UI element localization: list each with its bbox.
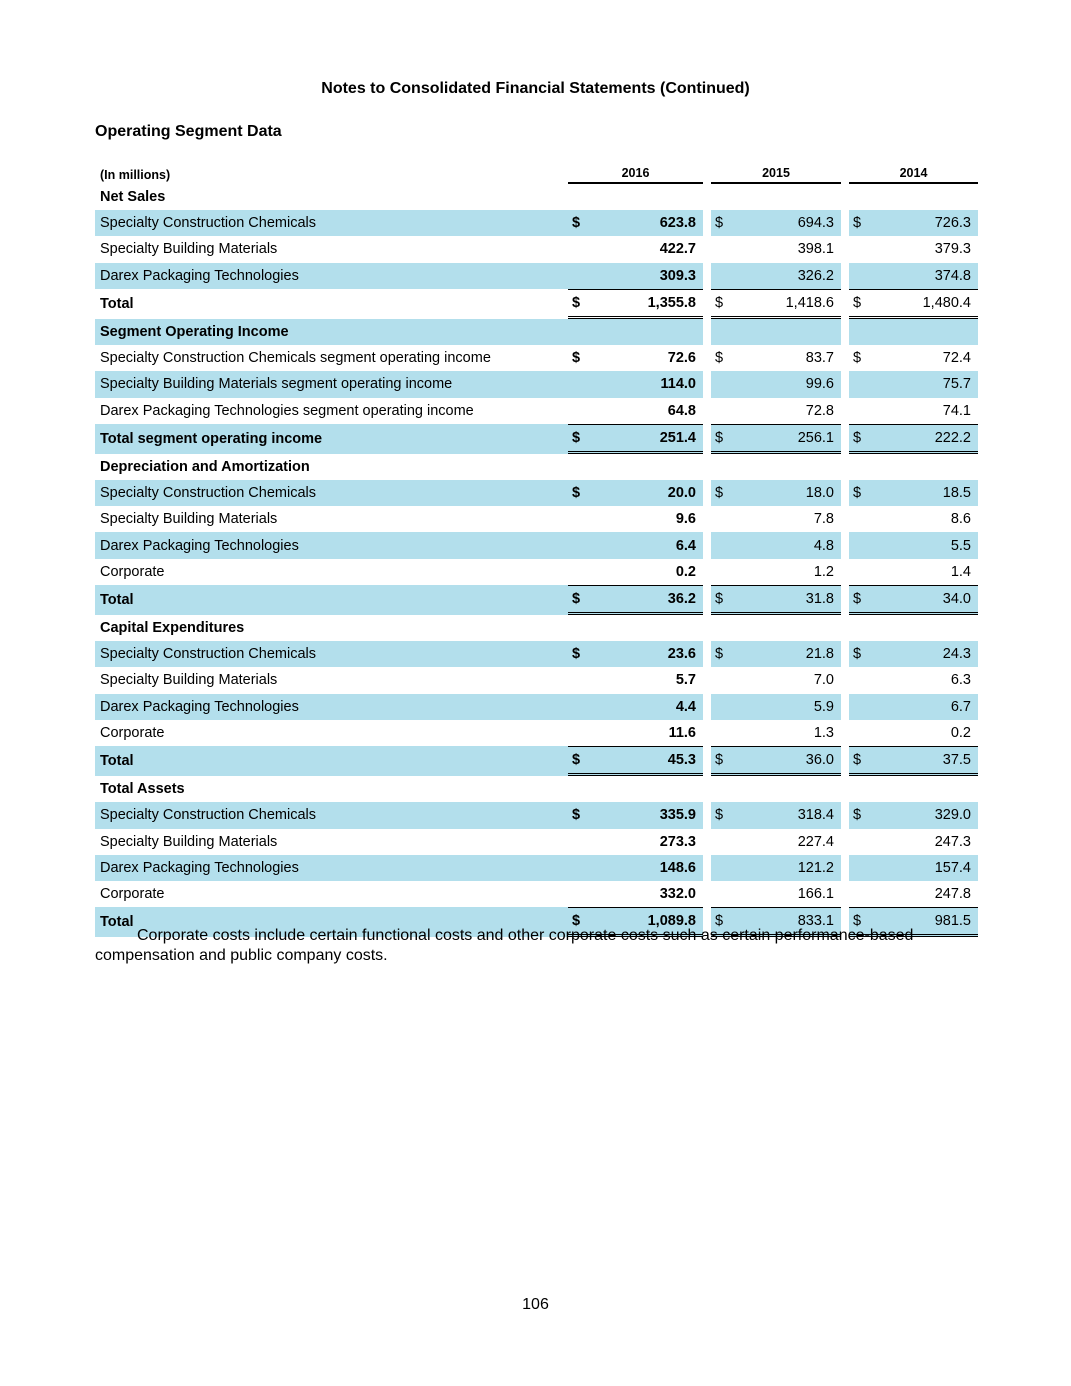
row-label: Darex Packaging Technologies (95, 532, 568, 558)
currency-symbol (711, 506, 741, 532)
column-gap (703, 532, 711, 558)
currency-symbol (568, 236, 598, 262)
currency-symbol: $ (849, 289, 879, 319)
value-cell-2014: 981.5 (879, 907, 978, 937)
currency-symbol (849, 184, 879, 210)
value-cell-2014: 18.5 (879, 480, 978, 506)
value-cell-2015 (741, 454, 841, 480)
currency-symbol (568, 615, 598, 641)
value-cell-2014: 37.5 (879, 746, 978, 776)
value-cell-2015 (741, 319, 841, 345)
currency-symbol (711, 371, 741, 397)
value-cell-2015 (741, 615, 841, 641)
column-gap (841, 641, 849, 667)
currency-symbol (711, 236, 741, 262)
row-label: Specialty Building Materials (100, 241, 278, 258)
column-gap (841, 802, 849, 828)
table-row (95, 371, 978, 397)
value-cell-2014: 1.4 (950, 563, 971, 580)
currency-symbol (711, 720, 741, 746)
value-cell-2014: 247.8 (934, 885, 971, 902)
column-gap (703, 746, 711, 776)
currency-symbol: $ (853, 350, 862, 367)
value-cell-2015: 227.4 (797, 833, 834, 850)
currency-symbol: $ (568, 802, 598, 828)
currency-symbol (711, 398, 741, 424)
currency-symbol (568, 720, 598, 746)
value-cell-2014: 1,480.4 (879, 289, 978, 319)
currency-symbol (568, 855, 598, 881)
currency-symbol: $ (849, 907, 879, 937)
value-cell-2015: 121.2 (741, 855, 841, 881)
column-gap (703, 559, 711, 585)
row-label: Specialty Construction Chemicals segment operating income (100, 350, 491, 367)
value-cell-2015: 833.1 (741, 907, 841, 937)
value-cell-2014: 222.2 (879, 424, 978, 454)
value-cell-2015: 83.7 (805, 350, 834, 367)
currency-symbol (849, 694, 879, 720)
table-row (95, 641, 978, 667)
value-cell-2014: 329.0 (879, 802, 978, 828)
row-label: Total (95, 585, 568, 615)
value-cell-2016: 422.7 (659, 241, 696, 258)
row-label: Darex Packaging Technologies (95, 855, 568, 881)
currency-symbol (849, 371, 879, 397)
value-cell-2015: 1.2 (813, 563, 834, 580)
value-cell-2014: 6.3 (950, 672, 971, 689)
row-label: Darex Packaging Technologies (95, 263, 568, 289)
value-cell-2016: 623.8 (598, 210, 703, 236)
year-header-2014: 2014 (849, 154, 978, 184)
table-row (95, 720, 978, 746)
row-label: Darex Packaging Technologies (95, 694, 568, 720)
value-cell-2014: 72.4 (942, 350, 971, 367)
category-row (95, 615, 978, 641)
currency-symbol (711, 559, 741, 585)
value-cell-2016: 64.8 (667, 402, 696, 419)
value-cell-2016: 309.3 (598, 263, 703, 289)
value-cell-2016: 0.2 (675, 563, 696, 580)
value-cell-2016: 20.0 (598, 480, 703, 506)
units-label: (In millions) (100, 168, 171, 182)
currency-symbol (849, 454, 879, 480)
currency-symbol (711, 615, 741, 641)
column-gap (841, 236, 849, 262)
header-gap (841, 154, 849, 184)
value-cell-2014 (879, 615, 978, 641)
column-gap (841, 881, 849, 907)
table-row (95, 506, 978, 532)
currency-symbol (711, 263, 741, 289)
currency-symbol: $ (711, 210, 741, 236)
value-cell-2014: 374.8 (879, 263, 978, 289)
category-label: Segment Operating Income (95, 319, 568, 345)
row-label: Corporate (100, 724, 165, 741)
currency-symbol (849, 667, 879, 693)
currency-symbol (568, 829, 598, 855)
column-gap (841, 855, 849, 881)
column-gap (703, 236, 711, 262)
currency-symbol (568, 319, 598, 345)
value-cell-2016 (598, 454, 703, 480)
column-gap (841, 559, 849, 585)
column-gap (703, 345, 711, 371)
column-gap (841, 345, 849, 371)
column-gap (703, 667, 711, 693)
table-row (95, 667, 978, 693)
currency-symbol (849, 881, 879, 907)
column-gap (841, 480, 849, 506)
value-cell-2014: 24.3 (879, 641, 978, 667)
category-row (95, 319, 978, 345)
currency-symbol: $ (572, 350, 581, 367)
row-label: Total (100, 295, 134, 312)
column-gap (841, 263, 849, 289)
value-cell-2014: 75.7 (879, 371, 978, 397)
value-cell-2016: 72.6 (667, 350, 696, 367)
column-gap (841, 184, 849, 210)
currency-symbol: $ (849, 802, 879, 828)
column-gap (841, 398, 849, 424)
page-number: 106 (522, 1296, 549, 1313)
currency-symbol (711, 881, 741, 907)
page-title: Notes to Consolidated Financial Statements (Continued) (321, 80, 750, 97)
column-gap (703, 289, 711, 319)
currency-symbol (849, 776, 879, 802)
currency-symbol (849, 236, 879, 262)
footnote (95, 926, 955, 966)
currency-symbol: $ (711, 641, 741, 667)
year-header-2016: 2016 (568, 154, 703, 184)
currency-symbol: $ (849, 641, 879, 667)
column-gap (841, 667, 849, 693)
value-cell-2014: 379.3 (934, 241, 971, 258)
currency-symbol (568, 776, 598, 802)
currency-symbol: $ (715, 350, 724, 367)
category-row (95, 454, 978, 480)
currency-symbol (849, 559, 879, 585)
currency-symbol (711, 184, 741, 210)
currency-symbol (711, 532, 741, 558)
column-gap (841, 829, 849, 855)
value-cell-2016: 23.6 (598, 641, 703, 667)
column-gap (841, 532, 849, 558)
currency-symbol (849, 263, 879, 289)
value-cell-2015: 7.0 (813, 672, 834, 689)
currency-symbol (568, 559, 598, 585)
currency-symbol: $ (711, 480, 741, 506)
currency-symbol (568, 398, 598, 424)
currency-symbol (568, 694, 598, 720)
currency-symbol: $ (568, 480, 598, 506)
value-cell-2016: 45.3 (598, 746, 703, 776)
category-label: Depreciation and Amortization (100, 458, 310, 475)
currency-symbol (711, 667, 741, 693)
currency-symbol (568, 184, 598, 210)
value-cell-2015: 21.8 (741, 641, 841, 667)
column-gap (703, 585, 711, 615)
value-cell-2015: 18.0 (741, 480, 841, 506)
currency-symbol (568, 506, 598, 532)
value-cell-2014: 157.4 (879, 855, 978, 881)
value-cell-2014 (879, 454, 978, 480)
currency-symbol (849, 319, 879, 345)
column-gap (841, 454, 849, 480)
column-gap (703, 210, 711, 236)
currency-symbol: $ (849, 585, 879, 615)
currency-symbol: $ (568, 424, 598, 454)
footnote-text: Corporate costs include certain functional costs and other corporate costs such as certain performance-based compensation and public company costs. (95, 927, 914, 964)
currency-symbol (849, 398, 879, 424)
value-cell-2015: 5.9 (741, 694, 841, 720)
value-cell-2015: 4.8 (741, 532, 841, 558)
table-row (95, 263, 978, 289)
value-cell-2014: 247.3 (934, 833, 971, 850)
currency-symbol: $ (849, 746, 879, 776)
column-gap (841, 319, 849, 345)
value-cell-2014 (879, 319, 978, 345)
row-label: Total segment operating income (95, 424, 568, 454)
currency-symbol: $ (711, 585, 741, 615)
row-label: Specialty Construction Chemicals (95, 641, 568, 667)
value-cell-2016: 6.4 (598, 532, 703, 558)
table-row (95, 881, 978, 907)
value-cell-2016: 11.6 (668, 724, 696, 741)
column-gap (841, 210, 849, 236)
header-gap (703, 154, 711, 184)
value-cell-2014: 74.1 (942, 402, 971, 419)
column-gap (703, 480, 711, 506)
value-cell-2016: 335.9 (598, 802, 703, 828)
column-gap (703, 829, 711, 855)
value-cell-2015: 99.6 (741, 371, 841, 397)
value-cell-2016: 4.4 (598, 694, 703, 720)
currency-symbol: $ (568, 746, 598, 776)
value-cell-2015: 72.8 (805, 402, 834, 419)
column-gap (841, 424, 849, 454)
value-cell-2014: 34.0 (879, 585, 978, 615)
currency-symbol (711, 454, 741, 480)
currency-symbol (849, 615, 879, 641)
currency-symbol (568, 263, 598, 289)
value-cell-2016: 273.3 (659, 833, 696, 850)
currency-symbol: $ (568, 907, 598, 937)
section-heading: Operating Segment Data (95, 123, 282, 140)
currency-symbol (711, 855, 741, 881)
row-label: Total (95, 746, 568, 776)
table-row (95, 236, 978, 262)
row-label: Corporate (100, 563, 165, 580)
currency-symbol: $ (711, 424, 741, 454)
value-cell-2015: 318.4 (741, 802, 841, 828)
value-cell-2014 (879, 184, 978, 210)
currency-symbol: $ (568, 210, 598, 236)
column-gap (703, 881, 711, 907)
column-gap (703, 802, 711, 828)
value-cell-2014 (879, 776, 978, 802)
value-cell-2015: 7.8 (813, 511, 834, 528)
category-row (95, 776, 978, 802)
category-label: Net Sales (100, 189, 166, 206)
column-gap (703, 506, 711, 532)
value-cell-2016: 5.7 (675, 672, 696, 689)
currency-symbol (568, 532, 598, 558)
currency-symbol (849, 506, 879, 532)
value-cell-2014: 6.7 (879, 694, 978, 720)
currency-symbol (568, 454, 598, 480)
currency-symbol (711, 829, 741, 855)
currency-symbol: $ (568, 289, 598, 319)
value-cell-2015: 398.1 (797, 241, 834, 258)
currency-symbol (849, 829, 879, 855)
currency-symbol (711, 694, 741, 720)
value-cell-2015: 166.1 (797, 885, 834, 902)
table-row (95, 398, 978, 424)
column-gap (703, 263, 711, 289)
currency-symbol: $ (849, 210, 879, 236)
row-label: Darex Packaging Technologies segment operating income (100, 402, 474, 419)
column-gap (703, 454, 711, 480)
row-label: Specialty Construction Chemicals (95, 802, 568, 828)
currency-symbol: $ (849, 424, 879, 454)
currency-symbol: $ (849, 480, 879, 506)
value-cell-2015 (741, 184, 841, 210)
column-gap (703, 720, 711, 746)
column-gap (703, 184, 711, 210)
value-cell-2015: 1.3 (813, 724, 834, 741)
value-cell-2016: 148.6 (598, 855, 703, 881)
total-row (95, 585, 978, 615)
value-cell-2015: 36.0 (741, 746, 841, 776)
value-cell-2015 (741, 776, 841, 802)
column-gap (703, 641, 711, 667)
table-row (95, 855, 978, 881)
value-cell-2016: 9.6 (675, 511, 696, 528)
category-label: Total Assets (100, 781, 185, 798)
row-label: Specialty Construction Chemicals (95, 210, 568, 236)
value-cell-2015: 694.3 (741, 210, 841, 236)
table-row (95, 802, 978, 828)
value-cell-2016: 251.4 (598, 424, 703, 454)
table-row (95, 694, 978, 720)
currency-symbol: $ (711, 289, 741, 319)
value-cell-2014: 5.5 (879, 532, 978, 558)
table-header-row (95, 154, 978, 184)
currency-symbol (568, 371, 598, 397)
row-label: Specialty Building Materials (100, 833, 278, 850)
value-cell-2016 (598, 319, 703, 345)
column-gap (703, 424, 711, 454)
column-gap (841, 506, 849, 532)
year-header-2015: 2015 (711, 154, 841, 184)
value-cell-2016 (598, 615, 703, 641)
value-cell-2016: 332.0 (659, 885, 696, 902)
currency-symbol (568, 667, 598, 693)
row-label: Specialty Building Materials segment operating income (95, 371, 568, 397)
value-cell-2015: 1,418.6 (741, 289, 841, 319)
column-gap (841, 371, 849, 397)
table-row (95, 480, 978, 506)
column-gap (703, 855, 711, 881)
column-gap (841, 746, 849, 776)
row-label: Specialty Construction Chemicals (95, 480, 568, 506)
currency-symbol (568, 881, 598, 907)
row-label: Specialty Building Materials (100, 511, 278, 528)
column-gap (841, 694, 849, 720)
category-row (95, 184, 978, 210)
currency-symbol: $ (711, 746, 741, 776)
table-row (95, 532, 978, 558)
column-gap (703, 398, 711, 424)
column-gap (703, 319, 711, 345)
column-gap (841, 615, 849, 641)
value-cell-2015: 326.2 (741, 263, 841, 289)
total-row (95, 289, 978, 319)
value-cell-2016: 36.2 (598, 585, 703, 615)
value-cell-2014: 0.2 (950, 724, 971, 741)
column-gap (841, 776, 849, 802)
currency-symbol (711, 776, 741, 802)
currency-symbol (849, 720, 879, 746)
column-gap (703, 371, 711, 397)
value-cell-2014: 726.3 (879, 210, 978, 236)
currency-symbol: $ (711, 802, 741, 828)
column-gap (703, 694, 711, 720)
currency-symbol: $ (568, 585, 598, 615)
table-row (95, 210, 978, 236)
currency-symbol: $ (711, 907, 741, 937)
value-cell-2014: 8.6 (950, 511, 971, 528)
value-cell-2016: 1,089.8 (598, 907, 703, 937)
currency-symbol (849, 855, 879, 881)
operating-segment-table (95, 154, 978, 937)
table-row (95, 829, 978, 855)
table-row (95, 559, 978, 585)
total-row (95, 424, 978, 454)
column-gap (703, 615, 711, 641)
currency-symbol (849, 532, 879, 558)
total-row (95, 746, 978, 776)
column-gap (841, 585, 849, 615)
row-label: Total (95, 907, 568, 937)
value-cell-2016: 1,355.8 (598, 289, 703, 319)
value-cell-2016 (598, 184, 703, 210)
value-cell-2015: 31.8 (741, 585, 841, 615)
value-cell-2015: 256.1 (741, 424, 841, 454)
table-row (95, 345, 978, 371)
row-label: Corporate (100, 885, 165, 902)
column-gap (703, 776, 711, 802)
value-cell-2016 (598, 776, 703, 802)
currency-symbol (711, 319, 741, 345)
currency-symbol: $ (568, 641, 598, 667)
column-gap (841, 289, 849, 319)
category-label: Capital Expenditures (100, 620, 245, 637)
row-label: Specialty Building Materials (100, 672, 278, 689)
value-cell-2016: 114.0 (598, 371, 703, 397)
column-gap (841, 720, 849, 746)
